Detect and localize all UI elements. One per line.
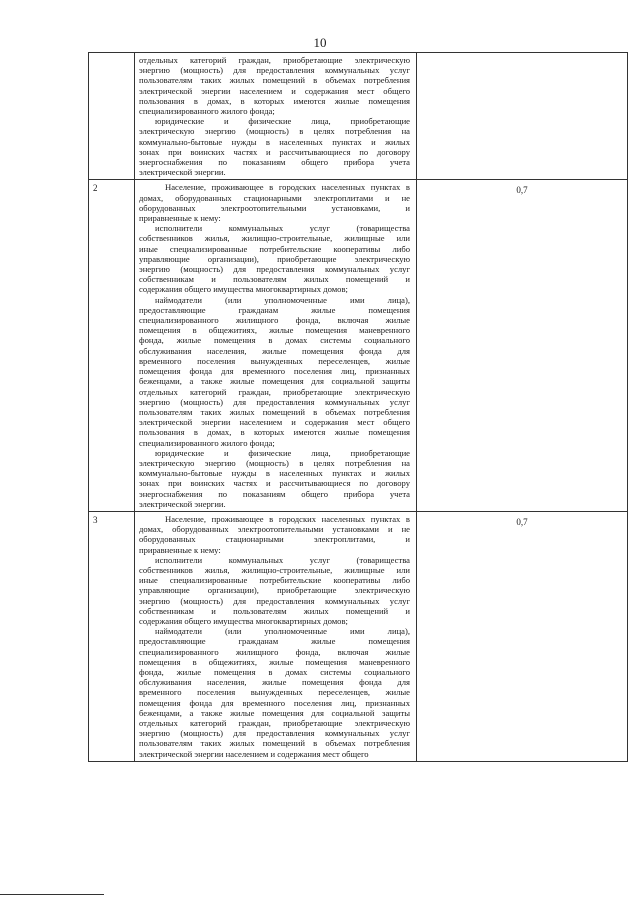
text-line: помещения фонда для временного поселения лиц, признанных xyxy=(139,366,410,377)
text-line: специализированного жилого фонда; xyxy=(139,106,275,117)
text-line: помещения фонда для временного поселения лиц, признанных xyxy=(139,697,410,708)
text-line: отдельных категорий граждан, приобретающие электрическую xyxy=(139,718,410,728)
text-line: юридические и физические лица, приобретающие xyxy=(155,447,410,458)
text-line: домах, оборудованных стационарными электроплитами и не xyxy=(139,192,410,203)
text-line: управляющие организации), приобретающие электрическую xyxy=(139,585,410,596)
text-line: приравненные к нему: xyxy=(139,544,221,555)
row-number-cell: 2 xyxy=(89,180,135,512)
text-line: электрическую энергию (мощность) в целях потребления на xyxy=(139,457,410,468)
text-line: зонах при воинских частях и рассчитывающиеся по договору xyxy=(139,146,410,157)
consumer-category-cell xyxy=(135,53,417,180)
tariff-table xyxy=(88,52,628,762)
page-number: 10 xyxy=(313,35,327,50)
text-line: временного поселения вынужденных переселенцев, жилые xyxy=(139,355,410,366)
text-line: собственникам и пользователям жилых помещений и xyxy=(139,274,410,285)
text-line: электрическую энергию (мощность) в целях потребления на xyxy=(139,126,410,137)
text-line: иные специализированные потребительские кооперативы либо xyxy=(139,243,410,254)
text-line: содержания общего имущества многоквартирных домов; xyxy=(139,615,348,626)
consumer-category-cell xyxy=(135,180,417,512)
text-line: исполнители коммунальных услуг (товарищества xyxy=(155,223,410,234)
coefficient-cell xyxy=(417,511,628,761)
row-number-cell xyxy=(89,53,135,180)
coefficient-cell xyxy=(417,180,628,512)
text-line: коммунально-бытовые нужды в населенных пунктах и жилых xyxy=(139,468,410,479)
text-line: домах, оборудованных электроотопительными установками и не xyxy=(139,524,410,535)
coefficient-cell xyxy=(417,53,628,180)
table-row xyxy=(89,53,628,180)
consumer-category-cell xyxy=(135,511,417,761)
text-line: содержания общего имущества многоквартирных домов; xyxy=(139,284,348,295)
text-line: собственникам и пользователям жилых помещений и xyxy=(139,605,410,616)
text-line: собственников жилья, жилищно-строительные, жилищные или xyxy=(139,564,410,575)
text-line: пользователям таких жилых помещений в объемах потребления xyxy=(139,75,410,86)
text-line: специализированного жилищного фонда, включая жилые xyxy=(139,315,410,326)
text-line: наймодатели (или уполномоченные ими лица), xyxy=(155,294,410,305)
text-line: беженцами, а также жилые помещения для социальной защиты xyxy=(139,376,410,387)
text-line: беженцами, а также жилые помещения для социальной защиты xyxy=(139,707,410,718)
text-line: энергоснабжения по показаниям общего прибора учета xyxy=(139,157,410,168)
text-line: собственников жилья, жилищно-строительные, жилищные или xyxy=(139,233,410,244)
text-line: коммунально-бытовые нужды в населенных пунктах и жилых xyxy=(139,136,410,147)
text-line: приравненные к нему: xyxy=(139,213,221,224)
text-line: электрической энергии населением и содержания мест общего xyxy=(139,417,410,428)
text-line: пользования в домах, в которых имеются жилые помещения xyxy=(139,95,410,106)
footnote-rule xyxy=(0,894,104,895)
text-line: юридические и физические лица, приобретающие xyxy=(155,116,410,127)
text-line: Население, проживающее в городских населенных пунктах в xyxy=(165,513,410,524)
text-line: оборудованных электроотопительными установками, и xyxy=(139,202,410,213)
text-line: зонах при воинских частях и рассчитывающиеся по договору xyxy=(139,478,410,489)
text-line: пользователям таких жилых помещений в объемах потребления xyxy=(139,738,410,749)
text-line: электрической энергии населением и содержания мест общего xyxy=(139,85,410,96)
text-line: специализированного жилищного фонда, включая жилые xyxy=(139,646,410,657)
text-line: Население, проживающее в городских населенных пунктах в xyxy=(165,182,410,193)
table-row xyxy=(89,180,628,512)
text-line: обслуживания населения, жилые помещения фонда для xyxy=(139,677,410,688)
text-line: оборудованных стационарными электроплитами, и xyxy=(139,534,410,545)
text-line: управляющие организации), приобретающие электрическую xyxy=(139,253,410,264)
text-line: иные специализированные потребительские кооперативы либо xyxy=(139,575,410,586)
text-line: специализированного жилого фонда; xyxy=(139,437,275,448)
coefficient-value: 0,7 xyxy=(516,185,528,196)
text-line: энергию (мощность) для предоставления коммунальных услуг xyxy=(139,595,410,606)
text-line: пользователям таких жилых помещений в объемах потребления xyxy=(139,406,410,417)
row-number-cell: 3 xyxy=(89,511,135,761)
text-line: фонда, жилые помещения в домах системы социального xyxy=(139,335,410,346)
text-line: отдельных категорий граждан, приобретающие электрическую xyxy=(139,386,410,397)
text-line: энергоснабжения по показаниям общего прибора учета xyxy=(139,488,410,499)
text-line: электрической энергии. xyxy=(139,498,226,509)
table-row xyxy=(89,511,628,761)
text-line: временного поселения вынужденных переселенцев, жилые xyxy=(139,687,410,698)
text-line: помещения в общежитиях, жилые помещения маневренного xyxy=(139,325,410,336)
text-line: энергию (мощность) для предоставления коммунальных услуг xyxy=(139,264,410,275)
text-line: энергию (мощность) для предоставления коммунальных услуг xyxy=(139,65,410,76)
text-line: энергию (мощность) для предоставления коммунальных услуг xyxy=(139,396,410,407)
tariff-table-body xyxy=(89,53,628,762)
text-line: отдельных категорий граждан, приобретающие электрическую xyxy=(139,55,410,65)
text-line: фонда, жилые помещения в домах системы социального xyxy=(139,666,410,677)
text-line: пользования в домах, в которых имеются жилые помещения xyxy=(139,427,410,438)
text-line: энергию (мощность) для предоставления коммунальных услуг xyxy=(139,728,410,739)
text-line: предоставляющие гражданам жилые помещения xyxy=(139,304,410,315)
text-line: помещения в общежитиях, жилые помещения маневренного xyxy=(139,656,410,667)
text-line: электрической энергии. xyxy=(139,167,226,178)
text-line: обслуживания населения, жилые помещения фонда для xyxy=(139,345,410,356)
text-line: наймодатели (или уполномоченные ими лица), xyxy=(155,626,410,637)
text-line: предоставляющие гражданам жилые помещения xyxy=(139,636,410,647)
text-line: электрической энергии населением и содержания мест общего xyxy=(139,748,369,759)
coefficient-value: 0,7 xyxy=(516,516,528,527)
text-line: исполнители коммунальных услуг (товарищества xyxy=(155,554,410,565)
